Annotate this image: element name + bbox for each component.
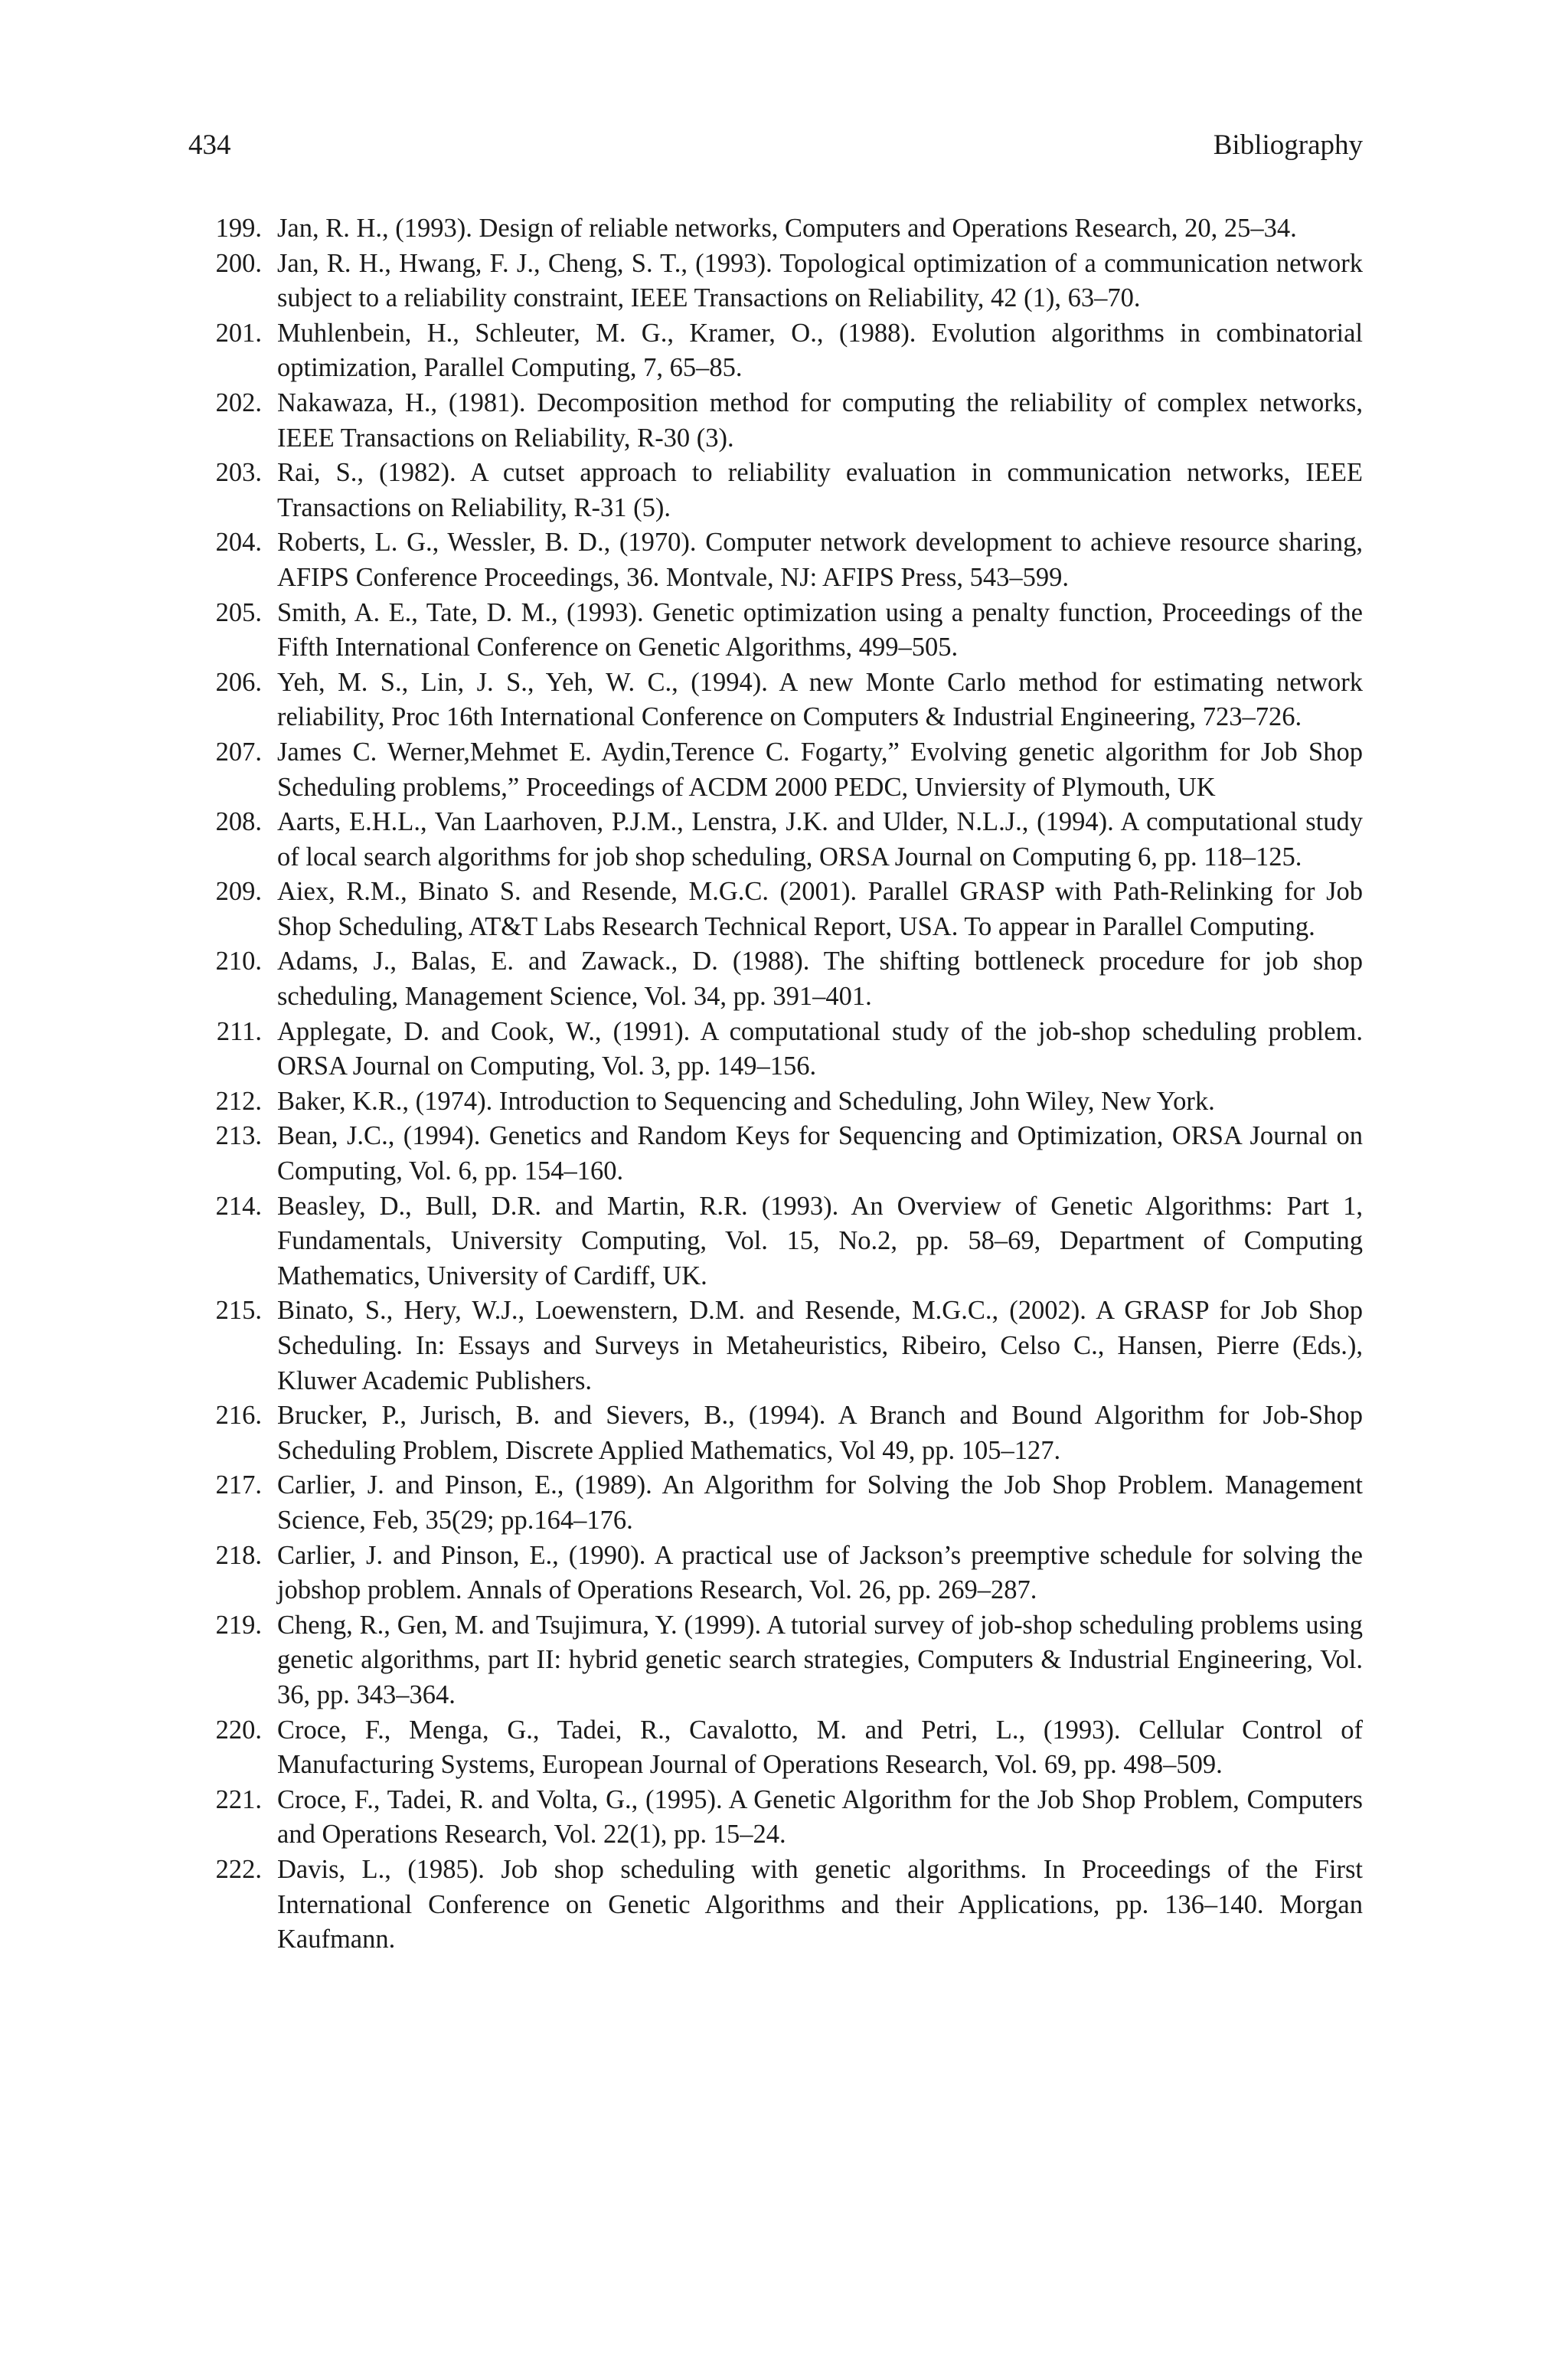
reference-text: Carlier, J. and Pinson, E., (1989). An Algorithm for Solving the Job Shop Problem. Management Science, Feb, 35(29; pp.164–176. bbox=[277, 1470, 1363, 1535]
reference-item bbox=[188, 944, 1363, 1014]
reference-number: 218. bbox=[215, 1540, 262, 1570]
reference-number: 221. bbox=[215, 1784, 262, 1814]
reference-text: Jan, R. H., (1993). Design of reliable networks, Computers and Operations Research, 20, 25–34. bbox=[277, 214, 1297, 243]
reference-text: Applegate, D. and Cook, W., (1991). A computational study of the job-shop scheduling problem. ORSA Journal on Computing, Vol. 3, pp. 149–156. bbox=[277, 1016, 1363, 1081]
reference-text: Davis, L., (1985). Job shop scheduling with genetic algorithms. In Proceedings of the First International Conference on Genetic Algorithms and their Applications, pp. 136–140. Morgan Kaufmann. bbox=[277, 1854, 1363, 1954]
reference-item bbox=[188, 211, 1363, 247]
reference-number: 208. bbox=[215, 807, 262, 837]
running-head: Bibliography bbox=[1213, 129, 1363, 161]
reference-item bbox=[188, 1015, 1363, 1084]
reference-number: 212. bbox=[215, 1086, 262, 1116]
reference-text: Rai, S., (1982). A cutset approach to reliability evaluation in communication networks, IEEE Transactions on Reliability, R-31 (5). bbox=[277, 458, 1363, 522]
reference-text: Brucker, P., Jurisch, B. and Sievers, B., (1994). A Branch and Bound Algorithm for Job-Shop Scheduling Problem, Discrete Applied Mathematics, Vol 49, pp. 105–127. bbox=[277, 1401, 1363, 1465]
reference-text: Beasley, D., Bull, D.R. and Martin, R.R. (1993). An Overview of Genetic Algorithms: Part 1, Fundamentals, University Computing, Vol. 15, No.2, pp. 58–69, Department of Computing Mathematics, University of Cardiff, UK. bbox=[277, 1191, 1363, 1290]
reference-text: Carlier, J. and Pinson, E., (1990). A practical use of Jackson’s preemptive schedule for solving the jobshop problem. Annals of Operations Research, Vol. 26, pp. 269–287. bbox=[277, 1540, 1363, 1605]
reference-text: Smith, A. E., Tate, D. M., (1993). Genetic optimization using a penalty function, Proceedings of the Fifth International Conference on Genetic Algorithms, 499–505. bbox=[277, 597, 1363, 662]
reference-number: 204. bbox=[215, 528, 262, 558]
reference-text: Croce, F., Tadei, R. and Volta, G., (1995). A Genetic Algorithm for the Job Shop Problem, Computers and Operations Research, Vol. 22(1), pp. 15–24. bbox=[277, 1784, 1363, 1850]
reference-text: James C. Werner,Mehmet E. Aydin,Terence C. Fogarty,” Evolving genetic algorithm for Job Shop Scheduling problems,” Proceedings of ACDM 2000 PEDC, Unviersity of Plymouth, UK bbox=[277, 737, 1363, 802]
reference-item bbox=[188, 735, 1363, 805]
reference-text: Nakawaza, H., (1981). Decomposition method for computing the reliability of complex networks, IEEE Transactions on Reliability, R-30 (3). bbox=[277, 388, 1363, 453]
reference-text: Aiex, R.M., Binato S. and Resende, M.G.C. (2001). Parallel GRASP with Path-Relinking for Job Shop Scheduling, AT&T Labs Research Technical Report, USA. To appear in Parallel Computing. bbox=[277, 877, 1363, 941]
reference-item bbox=[188, 1084, 1363, 1120]
reference-item bbox=[188, 1853, 1363, 1958]
reference-text: Bean, J.C., (1994). Genetics and Random Keys for Sequencing and Optimization, ORSA Journal on Computing, Vol. 6, pp. 154–160. bbox=[277, 1121, 1363, 1186]
reference-number: 210. bbox=[215, 947, 262, 976]
reference-item bbox=[188, 1119, 1363, 1189]
reference-number: 217. bbox=[215, 1470, 262, 1500]
reference-item bbox=[188, 1398, 1363, 1468]
reference-item bbox=[188, 316, 1363, 386]
reference-number: 203. bbox=[215, 458, 262, 488]
reference-number: 205. bbox=[215, 597, 262, 627]
reference-text: Adams, J., Balas, E. and Zawack., D. (1988). The shifting bottleneck procedure for job shop scheduling, Management Science, Vol. 34, pp. 391–401. bbox=[277, 947, 1363, 1012]
reference-number: 201. bbox=[215, 318, 262, 348]
reference-text: Baker, K.R., (1974). Introduction to Sequencing and Scheduling, John Wiley, New York. bbox=[277, 1086, 1215, 1116]
reference-number: 216. bbox=[215, 1401, 262, 1431]
reference-item bbox=[188, 1539, 1363, 1608]
reference-text: Muhlenbein, H., Schleuter, M. G., Kramer, O., (1988). Evolution algorithms in combinatorial optimization, Parallel Computing, 7, 65–85. bbox=[277, 318, 1363, 383]
reference-item bbox=[188, 525, 1363, 595]
reference-number: 206. bbox=[215, 667, 262, 697]
reference-number: 199. bbox=[215, 214, 262, 243]
reference-number: 213. bbox=[215, 1121, 262, 1151]
reference-item bbox=[188, 456, 1363, 525]
reference-text: Cheng, R., Gen, M. and Tsujimura, Y. (1999). A tutorial survey of job-shop scheduling problems using genetic algorithms, part II: hybrid genetic search strategies, Computers & Industrial Engineering, Vol. 36, pp. 343–364. bbox=[277, 1610, 1363, 1709]
reference-text: Binato, S., Hery, W.J., Loewenstern, D.M. and Resende, M.G.C., (2002). A GRASP for Job Shop Scheduling. In: Essays and Surveys in Metaheuristics, Ribeiro, Celso C., Hansen, Pierre (Eds.), Kluwer Academic Publishers. bbox=[277, 1296, 1363, 1395]
reference-text: Roberts, L. G., Wessler, B. D., (1970). Computer network development to achieve resource sharing, AFIPS Conference Proceedings, 36. Montvale, NJ: AFIPS Press, 543–599. bbox=[277, 528, 1363, 592]
reference-item bbox=[188, 1294, 1363, 1398]
reference-text: Aarts, E.H.L., Van Laarhoven, P.J.M., Lenstra, J.K. and Ulder, N.L.J., (1994). A computational study of local search algorithms for job shop scheduling, ORSA Journal on Computing 6, pp. 118–125. bbox=[277, 807, 1363, 872]
reference-number: 202. bbox=[215, 388, 262, 417]
reference-item bbox=[188, 247, 1363, 316]
reference-item bbox=[188, 596, 1363, 666]
page-header bbox=[188, 129, 1363, 162]
reference-text: Yeh, M. S., Lin, J. S., Yeh, W. C., (1994). A new Monte Carlo method for estimating network reliability, Proc 16th International Conference on Computers & Industrial Engineering, 723–726. bbox=[277, 667, 1363, 732]
reference-item bbox=[188, 1713, 1363, 1783]
reference-number: 209. bbox=[215, 877, 262, 907]
reference-number: 219. bbox=[215, 1610, 262, 1640]
reference-item bbox=[188, 1783, 1363, 1853]
reference-item bbox=[188, 386, 1363, 456]
reference-item bbox=[188, 1608, 1363, 1713]
reference-number: 215. bbox=[215, 1296, 262, 1326]
reference-number: 207. bbox=[215, 737, 262, 767]
page-number: 434 bbox=[188, 129, 231, 161]
reference-item bbox=[188, 875, 1363, 944]
reference-number: 200. bbox=[215, 248, 262, 278]
reference-number: 214. bbox=[215, 1191, 262, 1221]
reference-item bbox=[188, 805, 1363, 875]
reference-item bbox=[188, 1189, 1363, 1294]
reference-number: 222. bbox=[215, 1854, 262, 1884]
reference-number: 220. bbox=[215, 1715, 262, 1745]
reference-number: 211. bbox=[216, 1016, 262, 1046]
reference-item bbox=[188, 1468, 1363, 1538]
reference-list bbox=[188, 211, 1363, 1958]
reference-item bbox=[188, 666, 1363, 735]
reference-text: Croce, F., Menga, G., Tadei, R., Cavalotto, M. and Petri, L., (1993). Cellular Control of Manufacturing Systems, European Journal of Operations Research, Vol. 69, pp. 498–509. bbox=[277, 1715, 1363, 1780]
reference-text: Jan, R. H., Hwang, F. J., Cheng, S. T., (1993). Topological optimization of a communication network subject to a reliability constraint, IEEE Transactions on Reliability, 42 (1), 63–70. bbox=[277, 248, 1363, 313]
